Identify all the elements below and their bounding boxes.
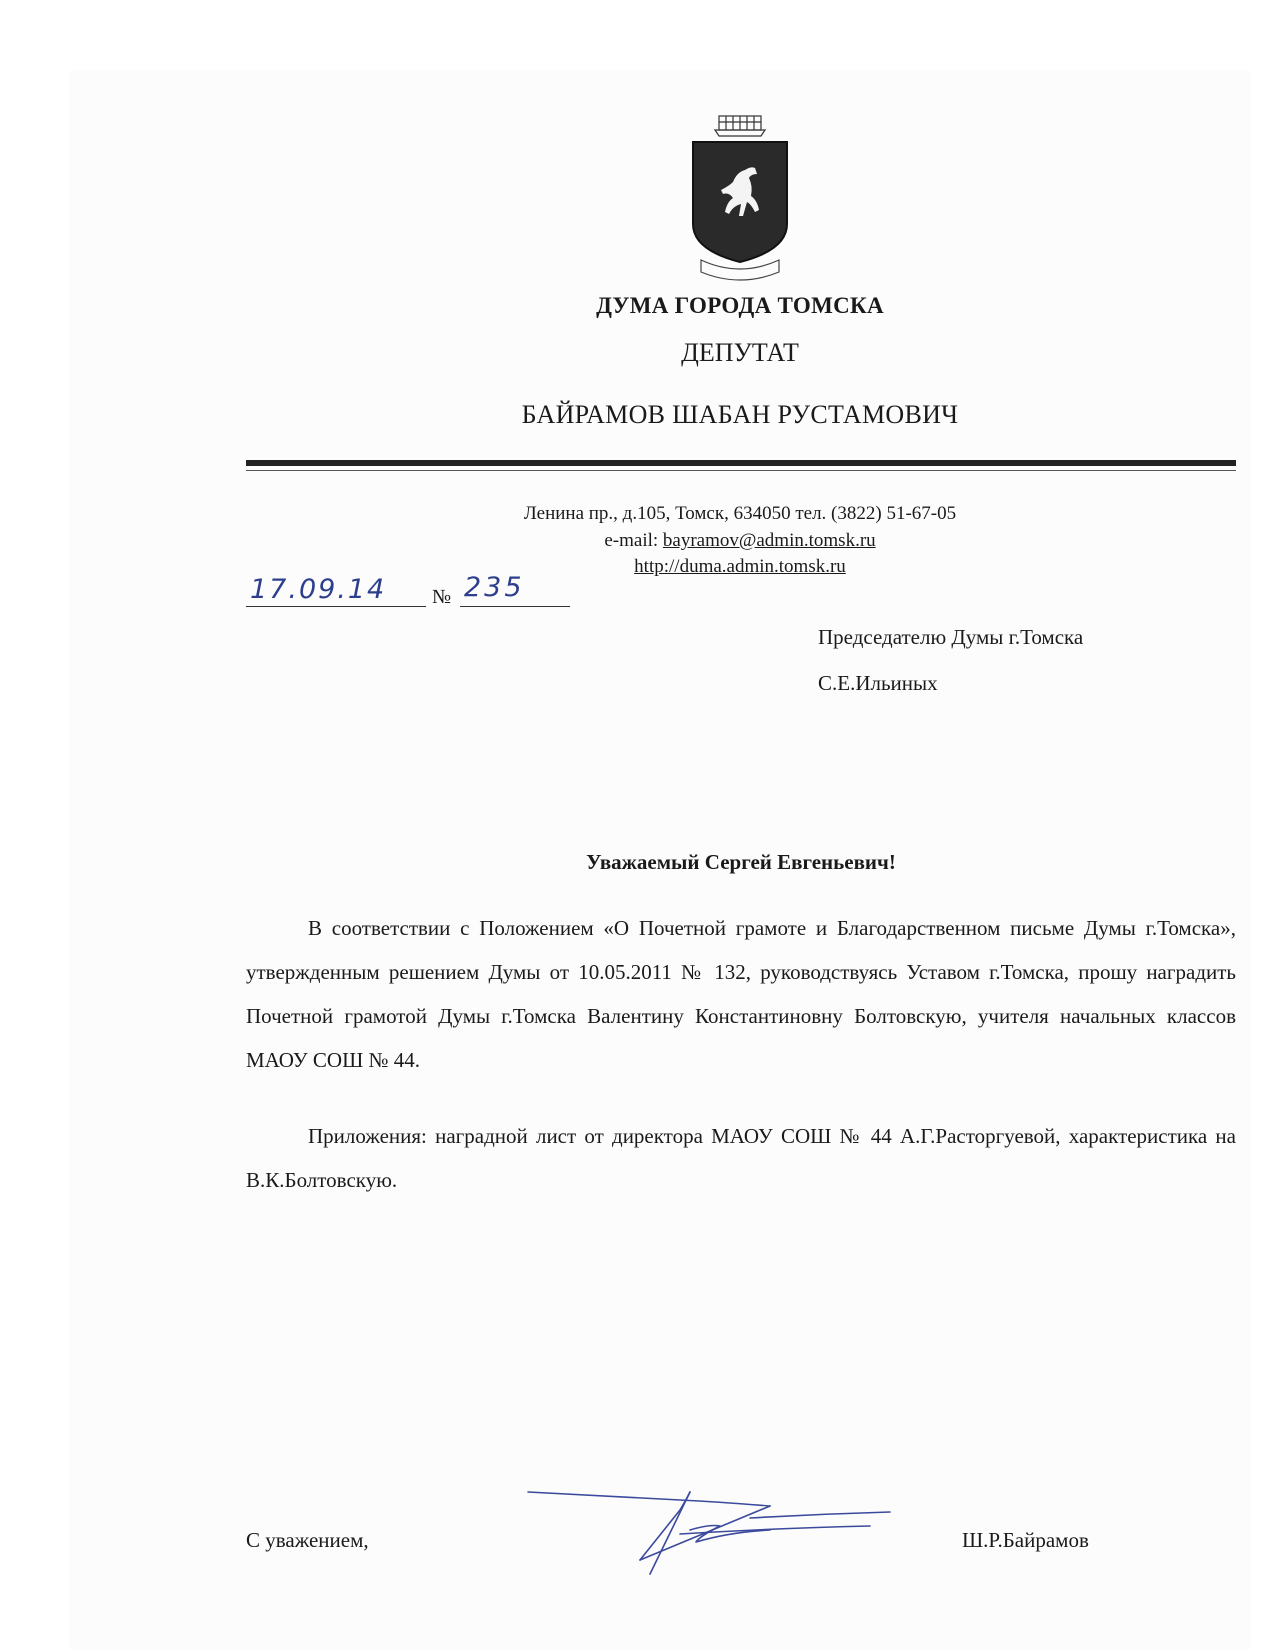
addressee-title: Председателю Думы г.Томска	[818, 625, 1084, 649]
deputy-name: БАЙРАМОВ ШАБАН РУСТАМОВИЧ	[521, 400, 959, 429]
body-paragraph-1: В соответствии с Положением «О Почетной грамоте и Благодарственном письме Думы г.Томска», утвержденным решением Думы от 10.05.2011 № 132, руководствуясь Уставом г.Томска, прошу наградить Почетной грамотой Думы г.Томска Валентину Константиновну Болтовскую, учителя начальных классов МАОУ СОШ № 44.	[246, 916, 1236, 1072]
addressee-name: С.Е.Ильиных	[818, 671, 938, 695]
number-underline	[460, 606, 570, 607]
email-line	[440, 530, 1040, 552]
header-divider-thin	[246, 470, 1236, 471]
salutation: Уважаемый Сергей Евгеньевич!	[586, 850, 896, 874]
closing: С уважением,	[246, 1528, 369, 1552]
position-title: ДЕПУТАТ	[681, 338, 799, 367]
address-phone: Ленина пр., д.105, Томск, 634050 тел. (3822) 51-67-05	[523, 503, 957, 524]
body-paragraph-2: Приложения: наградной лист от директора МАОУ СОШ № 44 А.Г.Расторгуевой, характеристика на В.К.Болтовскую.	[246, 1124, 1236, 1192]
email-label: e-mail:	[604, 530, 663, 551]
organization-title: ДУМА ГОРОДА ТОМСКА	[596, 293, 884, 318]
signature-icon	[520, 1470, 900, 1580]
website-link[interactable]: http://duma.admin.tomsk.ru	[634, 556, 846, 577]
registration-date: 17.09.14	[250, 574, 387, 605]
registration-number: 235	[464, 572, 525, 603]
email-link[interactable]: bayramov@admin.tomsk.ru	[662, 530, 876, 551]
header-divider	[246, 460, 1236, 466]
registration-block	[246, 572, 576, 612]
number-label: №	[432, 586, 452, 608]
signer-name: Ш.Р.Байрамов	[962, 1528, 1089, 1552]
date-underline	[246, 606, 426, 607]
crown-icon	[715, 116, 765, 136]
tomsk-coat-of-arms-icon	[685, 112, 795, 282]
